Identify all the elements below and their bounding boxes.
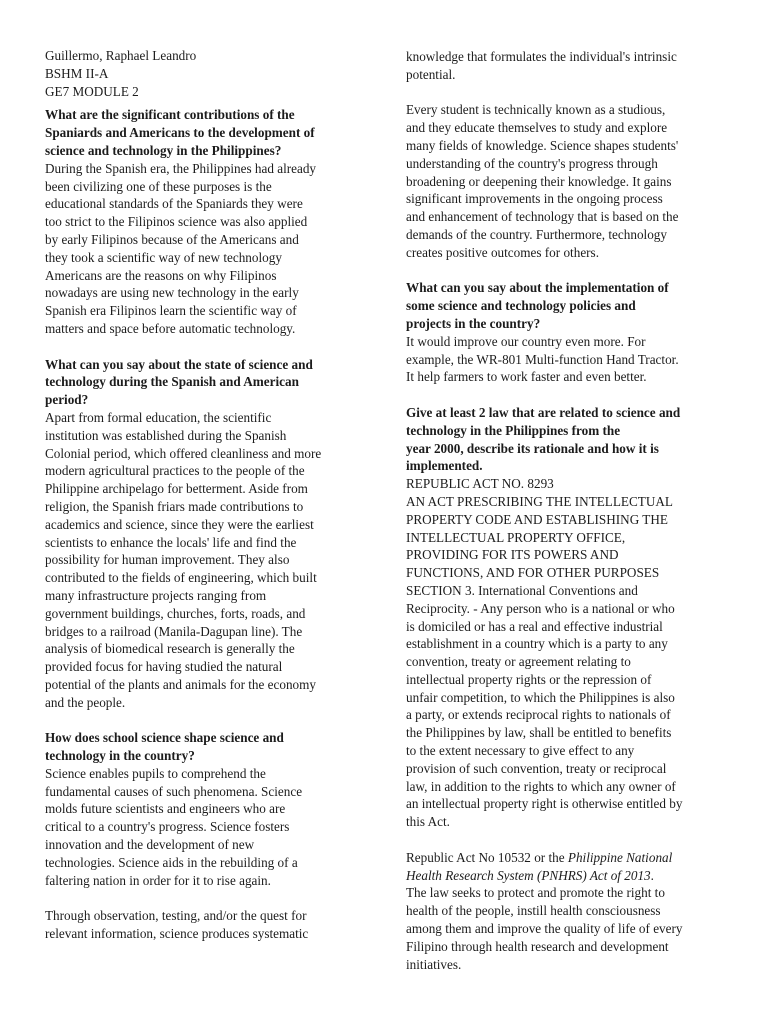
text-line: modern agricultural practices to the people of the [45,463,305,479]
text-line: law, in addition to the rights to which any owner of [406,778,676,794]
text-line: initiatives. [406,956,462,972]
text-line: and the people. [45,694,126,710]
text-line: a party, or extends reciprocal rights to nationals of [406,707,671,723]
text-line: Through observation, testing, and/or the quest for [45,908,307,924]
text-line: projects in the country? [406,315,541,331]
text-line: matters and space before automatic technology. [45,320,296,336]
text-line: by early Filipinos because of the Americans and [45,231,299,247]
module-title: GE7 MODULE 2 [45,83,139,99]
text-line: faltering nation in order for it to rise again. [45,872,271,888]
text-line: fundamental causes of such phenomena. Science [45,783,303,799]
ra10532-line-2: Health Research System (PNHRS) Act of 2013. [406,867,654,883]
text-line: establishment in a country which is a party to any [406,636,668,652]
question-4 [406,279,720,332]
text-line: science and technology in the Philippines? [45,142,282,158]
answer-1 [45,160,363,338]
text-line: technology in the Philippines from the [406,422,621,438]
answer-5-ra10532 [406,849,720,885]
text-line: demands of the country. Furthermore, technology [406,226,667,242]
text-line: What are the significant contributions of the [45,107,295,123]
text-line: contributed to the fields of engineering, which built [45,570,317,586]
text-line: nowadays are using new technology in the early [45,285,299,301]
text-line: been civilizing one of these purposes is the [45,178,272,194]
text-line: SECTION 3. International Conventions and [406,582,638,598]
text-line: knowledge that formulates the individual's intrinsic [406,49,677,64]
text-line: implemented. [406,458,483,474]
left-column [45,47,363,943]
answer-3-continued [45,907,363,943]
text-line: educational standards of the Spaniards they were [45,196,303,212]
text-line: Spanish era Filipinos learn the scientific way of [45,303,297,319]
text-line: significant improvements in the ongoing process [406,191,663,207]
answer-5-ra8293 [406,475,720,831]
text-line: many fields of knowledge. Science shapes students' [406,137,679,153]
text-line: technologies. Science aids in the rebuilding of a [45,854,298,870]
text-line: and enhancement of technology that is based on the [406,209,679,225]
text-line: technology in the country? [45,748,195,764]
text-line: Colonial period, which offered cleanliness and more [45,445,322,461]
text-line: creates positive outcomes for others. [406,244,599,260]
right-column [406,48,720,973]
text-line: PROVIDING FOR ITS POWERS AND [406,547,619,563]
text-line: too strict to the Filipinos science was also applied [45,214,308,230]
text-line: Philippine archipelago for betterment. Aside from [45,481,308,497]
text-line: academics and science, since they were the earliest [45,516,314,532]
text-line: provided focus for having studied the natural [45,659,283,675]
text-line: the Philippines by law, shall be entitled to benefits [406,725,672,741]
text-line: provision of such convention, treaty or reciprocal [406,760,667,776]
question-5 [406,404,720,475]
text-line: understanding of the country's progress through [406,155,658,171]
text-line: institution was established during the Spanish [45,427,287,443]
answer-3 [45,765,363,890]
text-line: critical to a country's progress. Science fosters [45,819,290,835]
text-line: intellectual property rights or the repression of [406,671,652,687]
text-line: bridges to a railroad (Manila-Dagupan line). The [45,623,303,639]
text-line: an intellectual property right is otherwise entitled by [406,796,683,812]
text-line: INTELLECTUAL PROPERTY OFFICE, [406,529,626,545]
text-line: Spaniards and Americans to the development of [45,125,315,141]
text-line: Apart from formal education, the scientific [45,409,272,425]
header-block [45,47,363,100]
text-line: Reciprocity. - Any person who is a national or who [406,600,675,616]
answer-3-paragraph-2 [406,101,720,261]
text-line: health of the people, instill health consciousness [406,903,661,919]
text-line: unfair competition, to which the Philippines is also [406,689,675,705]
text-line: scientists to enhance the locals' life and find the [45,534,297,550]
text-line: possibility for human improvement. They also [45,552,290,568]
text-line: potential. [406,66,456,82]
text-line: molds future scientists and engineers who are [45,801,286,817]
text-line: some science and technology policies and [406,298,636,314]
answer-4 [406,333,720,386]
text-line: many infrastructure projects ranging from [45,587,267,603]
text-line: potential of the plants and animals for the economy [45,676,317,692]
text-line: is domiciled or has a real and effective industrial [406,618,663,634]
question-2 [45,356,363,409]
answer-3-continued-2 [406,48,720,84]
text-line: among them and improve the quality of life of every [406,921,683,937]
text-line: example, the WR-801 Multi-function Hand Tractor. [406,351,679,367]
text-line: AN ACT PRESCRIBING THE INTELLECTUAL [406,493,673,509]
text-line: this Act. [406,814,450,830]
text-line: REPUBLIC ACT NO. 8293 [406,476,554,492]
text-line: Every student is technically known as a studious, [406,102,666,118]
student-section: BSHM II-A [45,65,109,81]
text-line: religion, the Spanish friars made contributions to [45,498,304,514]
text-line: How does school science shape science and [45,730,284,746]
text-line: Give at least 2 law that are related to science and [406,404,681,420]
text-line: relevant information, science produces systematic [45,926,309,942]
text-line: PROPERTY CODE AND ESTABLISHING THE [406,511,668,527]
question-3 [45,729,363,765]
text-line: and they educate themselves to study and explore [406,120,668,136]
text-line: During the Spanish era, the Philippines had already [45,160,317,176]
answer-5-ra10532-body [406,884,720,973]
answer-2 [45,409,363,712]
text-line: It would improve our country even more. For [406,333,646,349]
text-line: FUNCTIONS, AND FOR OTHER PURPOSES [406,565,660,581]
text-line: year 2000, describe its rationale and how it is [406,440,659,456]
text-line: analysis of biomedical research is generally the [45,641,295,657]
text-line: government buildings, churches, forts, roads, and [45,605,306,621]
text-line: they took a scientific way of new technology [45,249,282,265]
text-line: technology during the Spanish and American [45,374,299,390]
text-line: Americans are the reasons on why Filipinos [45,267,277,283]
text-line: period? [45,392,89,408]
text-line: innovation and the development of new [45,837,255,853]
ra10532-line-1: Republic Act No 10532 or the Philippine National [406,849,673,865]
text-line: broadening or deepening their knowledge. It gains [406,173,672,189]
text-line: What can you say about the implementation of [406,280,669,296]
text-line: The law seeks to protect and promote the right to [406,885,665,901]
text-line: Filipino through health research and development [406,938,669,954]
question-1 [45,106,363,159]
text-line: It help farmers to work faster and even better. [406,369,647,385]
student-name: Guillermo, Raphael Leandro [45,48,197,63]
text-line: What can you say about the state of science and [45,356,313,372]
text-line: convention, treaty or agreement relating to [406,654,631,670]
text-line: to the extent necessary to give effect to any [406,743,635,759]
text-line: Science enables pupils to comprehend the [45,765,266,781]
